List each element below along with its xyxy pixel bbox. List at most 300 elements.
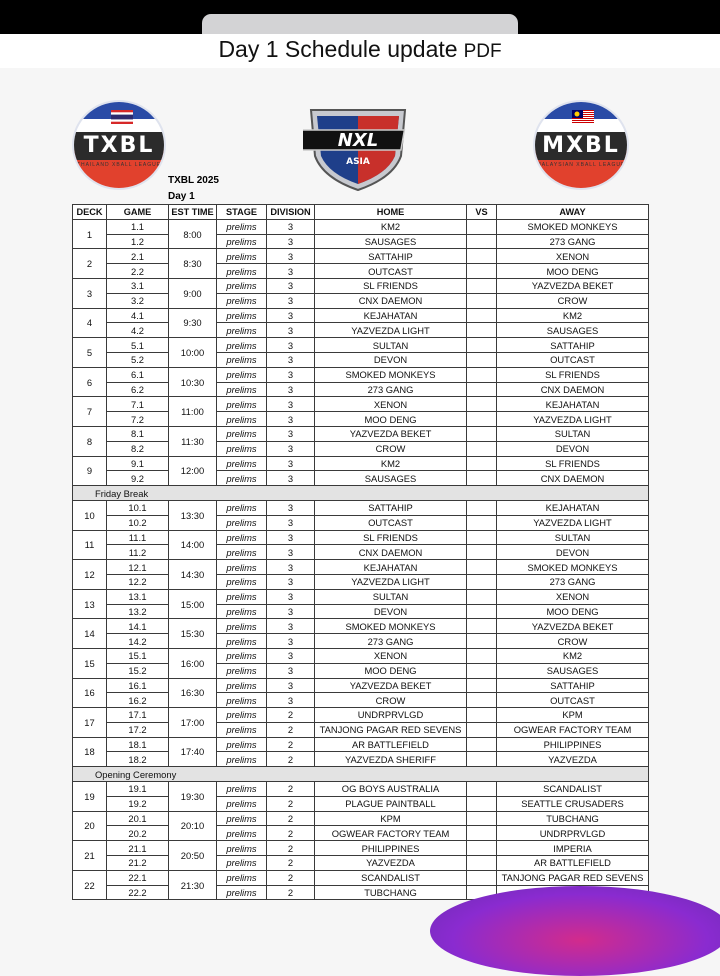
away-cell: SL FRIENDS xyxy=(497,367,649,382)
deck-cell: 9 xyxy=(73,456,107,486)
division-cell: 3 xyxy=(267,338,315,353)
table-row xyxy=(73,456,649,471)
division-cell: 3 xyxy=(267,441,315,456)
time-cell: 20:50 xyxy=(169,841,217,871)
time-cell: 11:30 xyxy=(169,426,217,456)
vs-cell xyxy=(467,338,497,353)
txbl-logo-subtext: THAILAND XBALL LEAGUE xyxy=(76,162,162,168)
column-header: DIVISION xyxy=(267,205,315,220)
division-cell: 3 xyxy=(267,515,315,530)
table-row xyxy=(73,856,649,871)
game-cell: 14.2 xyxy=(107,634,169,649)
deck-cell: 2 xyxy=(73,249,107,279)
division-cell: 3 xyxy=(267,634,315,649)
game-cell: 9.2 xyxy=(107,471,169,486)
vs-cell xyxy=(467,782,497,797)
division-cell: 2 xyxy=(267,841,315,856)
away-cell: XENON xyxy=(497,589,649,604)
home-cell: MOO DENG xyxy=(315,663,467,678)
home-cell: YAZVEZDA LIGHT xyxy=(315,574,467,589)
home-cell: 273 GANG xyxy=(315,634,467,649)
deck-cell: 10 xyxy=(73,500,107,530)
stage-cell: prelims xyxy=(217,367,267,382)
vs-cell xyxy=(467,471,497,486)
division-cell: 2 xyxy=(267,811,315,826)
home-cell: OUTCAST xyxy=(315,264,467,279)
stage-cell: prelims xyxy=(217,338,267,353)
stage-cell: prelims xyxy=(217,560,267,575)
game-cell: 16.2 xyxy=(107,693,169,708)
home-cell: KPM xyxy=(315,811,467,826)
malaysia-flag-icon xyxy=(572,110,594,124)
game-cell: 11.2 xyxy=(107,545,169,560)
deck-cell: 15 xyxy=(73,648,107,678)
home-cell: SCANDALIST xyxy=(315,870,467,885)
division-cell: 3 xyxy=(267,471,315,486)
vs-cell xyxy=(467,234,497,249)
table-row xyxy=(73,574,649,589)
schedule-header-row xyxy=(73,205,649,220)
game-cell: 20.1 xyxy=(107,811,169,826)
game-cell: 12.1 xyxy=(107,560,169,575)
home-cell: SMOKED MONKEYS xyxy=(315,367,467,382)
away-cell: PHILIPPINES xyxy=(497,737,649,752)
table-row xyxy=(73,634,649,649)
division-cell: 3 xyxy=(267,382,315,397)
home-cell: MOO DENG xyxy=(315,412,467,427)
division-cell: 3 xyxy=(267,574,315,589)
away-cell: CROW xyxy=(497,634,649,649)
vs-cell xyxy=(467,737,497,752)
home-cell: XENON xyxy=(315,397,467,412)
stage-cell: prelims xyxy=(217,500,267,515)
division-cell: 3 xyxy=(267,545,315,560)
stage-cell: prelims xyxy=(217,323,267,338)
stage-cell: prelims xyxy=(217,648,267,663)
vs-cell xyxy=(467,752,497,767)
time-cell: 14:00 xyxy=(169,530,217,560)
division-cell: 3 xyxy=(267,308,315,323)
game-cell: 21.2 xyxy=(107,856,169,871)
vs-cell xyxy=(467,515,497,530)
vs-cell xyxy=(467,648,497,663)
stage-cell: prelims xyxy=(217,308,267,323)
stage-cell: prelims xyxy=(217,441,267,456)
table-row xyxy=(73,811,649,826)
away-cell: OUTCAST xyxy=(497,693,649,708)
home-cell: KEJAHATAN xyxy=(315,308,467,323)
away-cell: CNX DAEMON xyxy=(497,382,649,397)
deck-cell: 18 xyxy=(73,737,107,767)
column-header: VS xyxy=(467,205,497,220)
time-cell: 8:00 xyxy=(169,219,217,249)
stage-cell: prelims xyxy=(217,545,267,560)
division-cell: 3 xyxy=(267,530,315,545)
division-cell: 2 xyxy=(267,826,315,841)
game-cell: 20.2 xyxy=(107,826,169,841)
game-cell: 2.1 xyxy=(107,249,169,264)
home-cell: SL FRIENDS xyxy=(315,278,467,293)
vs-cell xyxy=(467,708,497,723)
division-cell: 3 xyxy=(267,352,315,367)
game-cell: 11.1 xyxy=(107,530,169,545)
division-cell: 3 xyxy=(267,456,315,471)
division-cell: 2 xyxy=(267,782,315,797)
game-cell: 8.2 xyxy=(107,441,169,456)
deck-cell: 12 xyxy=(73,560,107,590)
home-cell: SMOKED MONKEYS xyxy=(315,619,467,634)
vs-cell xyxy=(467,604,497,619)
game-cell: 3.1 xyxy=(107,278,169,293)
time-cell: 12:00 xyxy=(169,456,217,486)
deck-cell: 14 xyxy=(73,619,107,649)
stage-cell: prelims xyxy=(217,678,267,693)
schedule-body xyxy=(73,219,649,900)
table-row xyxy=(73,678,649,693)
division-cell: 3 xyxy=(267,234,315,249)
away-cell: AR BATTLEFIELD xyxy=(497,856,649,871)
home-cell: YAZVEZDA BEKET xyxy=(315,678,467,693)
division-cell: 3 xyxy=(267,323,315,338)
home-cell: SULTAN xyxy=(315,338,467,353)
mxbl-logo xyxy=(533,100,629,190)
time-cell: 14:30 xyxy=(169,560,217,590)
game-cell: 16.1 xyxy=(107,678,169,693)
table-row xyxy=(73,352,649,367)
break-row xyxy=(73,486,649,501)
away-cell: MOO DENG xyxy=(497,604,649,619)
home-cell: CROW xyxy=(315,441,467,456)
table-row xyxy=(73,826,649,841)
deck-cell: 13 xyxy=(73,589,107,619)
division-cell: 2 xyxy=(267,737,315,752)
division-cell: 2 xyxy=(267,722,315,737)
time-cell: 10:00 xyxy=(169,338,217,368)
game-cell: 17.2 xyxy=(107,722,169,737)
time-cell: 19:30 xyxy=(169,782,217,812)
table-row xyxy=(73,382,649,397)
game-cell: 7.1 xyxy=(107,397,169,412)
game-cell: 15.2 xyxy=(107,663,169,678)
away-cell: SULTAN xyxy=(497,530,649,545)
mxbl-logo-text: MXBL xyxy=(535,132,627,160)
division-cell: 2 xyxy=(267,885,315,900)
vs-cell xyxy=(467,382,497,397)
away-cell: XENON xyxy=(497,249,649,264)
time-cell: 21:30 xyxy=(169,870,217,900)
away-cell: DEVON xyxy=(497,545,649,560)
home-cell: AR BATTLEFIELD xyxy=(315,737,467,752)
stage-cell: prelims xyxy=(217,796,267,811)
vs-cell xyxy=(467,574,497,589)
home-cell: KM2 xyxy=(315,219,467,234)
mxbl-logo-subtext: MALAYSIAN XBALL LEAGUE xyxy=(536,162,626,168)
table-row xyxy=(73,249,649,264)
stage-cell: prelims xyxy=(217,426,267,441)
home-cell: XENON xyxy=(315,648,467,663)
column-header: AWAY xyxy=(497,205,649,220)
table-row xyxy=(73,397,649,412)
stage-cell: prelims xyxy=(217,708,267,723)
table-row xyxy=(73,545,649,560)
home-cell: PLAGUE PAINTBALL xyxy=(315,796,467,811)
time-cell: 10:30 xyxy=(169,367,217,397)
table-row xyxy=(73,308,649,323)
division-cell: 3 xyxy=(267,219,315,234)
table-row xyxy=(73,234,649,249)
game-cell: 18.1 xyxy=(107,737,169,752)
document-title: Day 1 Schedule update xyxy=(218,36,458,62)
table-row xyxy=(73,293,649,308)
table-row xyxy=(73,782,649,797)
away-cell: OUTCAST xyxy=(497,352,649,367)
vs-cell xyxy=(467,308,497,323)
stage-cell: prelims xyxy=(217,737,267,752)
division-cell: 3 xyxy=(267,693,315,708)
game-cell: 4.2 xyxy=(107,323,169,338)
deck-cell: 21 xyxy=(73,841,107,871)
home-cell: KEJAHATAN xyxy=(315,560,467,575)
document-format-label: PDF xyxy=(463,41,502,62)
home-cell: SL FRIENDS xyxy=(315,530,467,545)
time-cell: 20:10 xyxy=(169,811,217,841)
away-cell: YAZVEZDA LIGHT xyxy=(497,412,649,427)
division-cell: 2 xyxy=(267,796,315,811)
away-cell: YAZVEZDA LIGHT xyxy=(497,515,649,530)
away-cell: YAZVEZDA BEKET xyxy=(497,278,649,293)
vs-cell xyxy=(467,441,497,456)
stage-cell: prelims xyxy=(217,382,267,397)
game-cell: 19.2 xyxy=(107,796,169,811)
game-cell: 19.1 xyxy=(107,782,169,797)
vs-cell xyxy=(467,693,497,708)
schedule-table xyxy=(72,204,649,900)
game-cell: 22.1 xyxy=(107,870,169,885)
deck-cell: 6 xyxy=(73,367,107,397)
stage-cell: prelims xyxy=(217,293,267,308)
vs-cell xyxy=(467,293,497,308)
away-cell: CNX DAEMON xyxy=(497,471,649,486)
home-cell: OUTCAST xyxy=(315,515,467,530)
table-row xyxy=(73,264,649,279)
game-cell: 21.1 xyxy=(107,841,169,856)
home-cell: 273 GANG xyxy=(315,382,467,397)
stage-cell: prelims xyxy=(217,219,267,234)
division-cell: 3 xyxy=(267,264,315,279)
home-cell: SULTAN xyxy=(315,589,467,604)
game-cell: 6.2 xyxy=(107,382,169,397)
away-cell: YAZVEZDA BEKET xyxy=(497,619,649,634)
deck-cell: 11 xyxy=(73,530,107,560)
time-cell: 16:00 xyxy=(169,648,217,678)
stage-cell: prelims xyxy=(217,722,267,737)
table-row xyxy=(73,278,649,293)
division-cell: 2 xyxy=(267,856,315,871)
game-cell: 13.1 xyxy=(107,589,169,604)
vs-cell xyxy=(467,826,497,841)
away-cell: SMOKED MONKEYS xyxy=(497,560,649,575)
vs-cell xyxy=(467,811,497,826)
vs-cell xyxy=(467,264,497,279)
break-label: Friday Break xyxy=(73,486,649,501)
deck-cell: 17 xyxy=(73,708,107,738)
stage-cell: prelims xyxy=(217,782,267,797)
home-cell: YAZVEZDA BEKET xyxy=(315,426,467,441)
vs-cell xyxy=(467,530,497,545)
stage-cell: prelims xyxy=(217,856,267,871)
table-row xyxy=(73,841,649,856)
away-cell: KPM xyxy=(497,708,649,723)
table-row xyxy=(73,530,649,545)
home-cell: DEVON xyxy=(315,604,467,619)
division-cell: 2 xyxy=(267,708,315,723)
time-cell: 17:40 xyxy=(169,737,217,767)
vs-cell xyxy=(467,412,497,427)
column-header: EST TIME xyxy=(169,205,217,220)
vs-cell xyxy=(467,796,497,811)
stage-cell: prelims xyxy=(217,589,267,604)
vs-cell xyxy=(467,856,497,871)
game-cell: 8.1 xyxy=(107,426,169,441)
stage-cell: prelims xyxy=(217,752,267,767)
event-day: Day 1 xyxy=(168,191,195,202)
away-cell: 273 GANG xyxy=(497,234,649,249)
vs-cell xyxy=(467,841,497,856)
home-cell: TUBCHANG xyxy=(315,885,467,900)
division-cell: 3 xyxy=(267,249,315,264)
away-cell: SATTAHIP xyxy=(497,678,649,693)
stage-cell: prelims xyxy=(217,530,267,545)
game-cell: 1.2 xyxy=(107,234,169,249)
vs-cell xyxy=(467,619,497,634)
time-cell: 8:30 xyxy=(169,249,217,279)
division-cell: 3 xyxy=(267,589,315,604)
vs-cell xyxy=(467,249,497,264)
game-cell: 18.2 xyxy=(107,752,169,767)
game-cell: 15.1 xyxy=(107,648,169,663)
division-cell: 3 xyxy=(267,663,315,678)
table-row xyxy=(73,441,649,456)
vs-cell xyxy=(467,678,497,693)
stage-cell: prelims xyxy=(217,456,267,471)
time-cell: 16:30 xyxy=(169,678,217,708)
stage-cell: prelims xyxy=(217,634,267,649)
column-header: GAME xyxy=(107,205,169,220)
division-cell: 3 xyxy=(267,278,315,293)
home-cell: CROW xyxy=(315,693,467,708)
vs-cell xyxy=(467,367,497,382)
txbl-logo xyxy=(72,100,166,190)
table-row xyxy=(73,796,649,811)
vs-cell xyxy=(467,722,497,737)
table-row xyxy=(73,870,649,885)
stage-cell: prelims xyxy=(217,826,267,841)
home-cell: YAZVEZDA SHERIFF xyxy=(315,752,467,767)
deck-cell: 3 xyxy=(73,278,107,308)
away-cell: MOO DENG xyxy=(497,264,649,279)
deck-cell: 20 xyxy=(73,811,107,841)
stage-cell: prelims xyxy=(217,278,267,293)
away-cell: 273 GANG xyxy=(497,574,649,589)
stage-cell: prelims xyxy=(217,693,267,708)
table-row xyxy=(73,219,649,234)
away-cell: SULTAN xyxy=(497,426,649,441)
game-cell: 14.1 xyxy=(107,619,169,634)
away-cell: TANJONG PAGAR RED SEVENS xyxy=(497,870,649,885)
column-header: DECK xyxy=(73,205,107,220)
stage-cell: prelims xyxy=(217,397,267,412)
away-cell: SAUSAGES xyxy=(497,323,649,338)
home-cell: CNX DAEMON xyxy=(315,293,467,308)
away-cell: SCANDALIST xyxy=(497,782,649,797)
vs-cell xyxy=(467,278,497,293)
nxl-logo-text: NXL xyxy=(337,130,379,151)
division-cell: 3 xyxy=(267,604,315,619)
away-cell: KM2 xyxy=(497,648,649,663)
game-cell: 17.1 xyxy=(107,708,169,723)
thailand-flag-icon xyxy=(111,110,133,124)
stage-cell: prelims xyxy=(217,352,267,367)
away-cell: DEVON xyxy=(497,441,649,456)
document-title-bar xyxy=(0,34,720,68)
home-cell: TANJONG PAGAR RED SEVENS xyxy=(315,722,467,737)
table-row xyxy=(73,412,649,427)
division-cell: 3 xyxy=(267,560,315,575)
table-row xyxy=(73,708,649,723)
vs-cell xyxy=(467,426,497,441)
column-header: STAGE xyxy=(217,205,267,220)
home-cell: SATTAHIP xyxy=(315,249,467,264)
vs-cell xyxy=(467,560,497,575)
vs-cell xyxy=(467,397,497,412)
away-cell: OGWEAR FACTORY TEAM xyxy=(497,722,649,737)
time-cell: 11:00 xyxy=(169,397,217,427)
stage-cell: prelims xyxy=(217,870,267,885)
deck-cell: 22 xyxy=(73,870,107,900)
deck-cell: 16 xyxy=(73,678,107,708)
game-cell: 13.2 xyxy=(107,604,169,619)
division-cell: 3 xyxy=(267,500,315,515)
stage-cell: prelims xyxy=(217,811,267,826)
vs-cell xyxy=(467,456,497,471)
away-cell: SATTAHIP xyxy=(497,338,649,353)
vs-cell xyxy=(467,500,497,515)
home-cell: YAZVEZDA xyxy=(315,856,467,871)
division-cell: 3 xyxy=(267,426,315,441)
away-cell: SL FRIENDS xyxy=(497,456,649,471)
division-cell: 3 xyxy=(267,293,315,308)
table-row xyxy=(73,737,649,752)
game-cell: 9.1 xyxy=(107,456,169,471)
table-row xyxy=(73,323,649,338)
event-title: TXBL 2025 xyxy=(168,175,219,186)
table-row xyxy=(73,722,649,737)
vs-cell xyxy=(467,545,497,560)
away-cell: KEJAHATAN xyxy=(497,397,649,412)
column-header: HOME xyxy=(315,205,467,220)
stage-cell: prelims xyxy=(217,471,267,486)
stage-cell: prelims xyxy=(217,841,267,856)
home-cell: SAUSAGES xyxy=(315,471,467,486)
stage-cell: prelims xyxy=(217,885,267,900)
away-cell: KM2 xyxy=(497,308,649,323)
home-cell: YAZVEZDA LIGHT xyxy=(315,323,467,338)
break-label: Opening Ceremony xyxy=(73,767,649,782)
table-row xyxy=(73,560,649,575)
deck-cell: 19 xyxy=(73,782,107,812)
pdf-page xyxy=(0,68,720,900)
deck-cell: 5 xyxy=(73,338,107,368)
